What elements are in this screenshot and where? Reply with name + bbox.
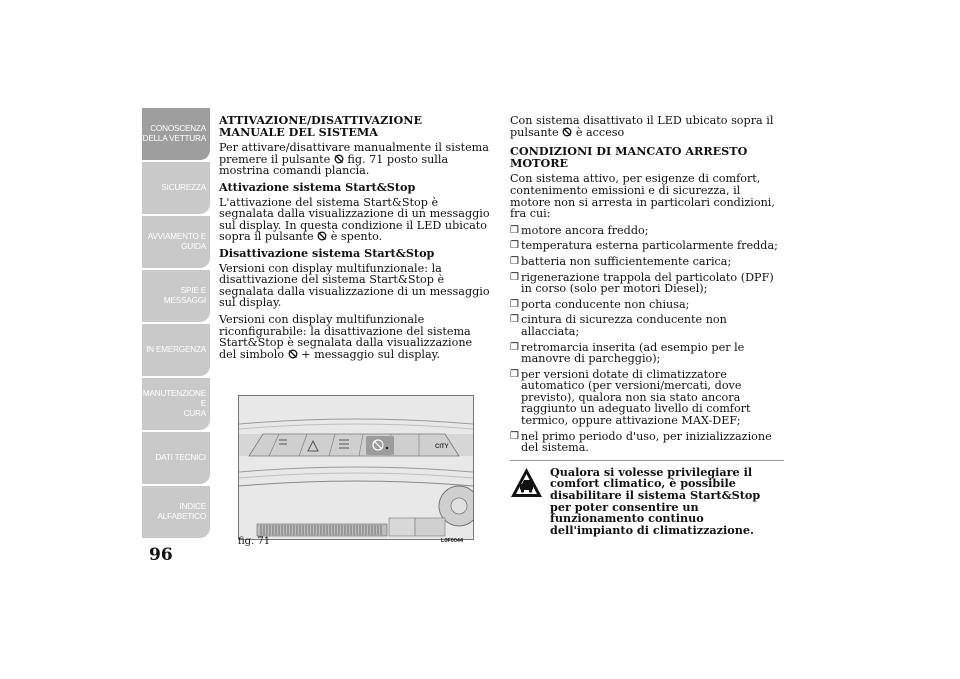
page-number: 96: [149, 545, 173, 565]
tab-spie[interactable]: [142, 270, 210, 322]
tab-label: SICUREZZA: [161, 183, 206, 192]
tab-indice[interactable]: [142, 486, 210, 538]
paragraph: [219, 314, 491, 360]
list-item: ❐ retromarcia inserita (ad esempio per le manovre di parcheggio);: [510, 342, 784, 365]
tab-label: SPIE E MESSAGGI: [163, 286, 206, 305]
start-stop-icon: [288, 349, 298, 359]
tab-sicurezza[interactable]: [142, 162, 210, 214]
list-item: ❐ cintura di sicurezza conducente non allacciata;: [510, 314, 784, 337]
list-item: ❐ porta conducente non chiusa;: [510, 299, 784, 311]
paragraph: Versioni con display multifunzionale: la disattivazione del sistema Start&Stop è segnalata dalla visualizzazione di un messaggio sul display.: [219, 261, 490, 310]
tab-conoscenza[interactable]: [142, 108, 210, 160]
text: è acceso: [575, 125, 625, 139]
text: + messaggio sul display.: [301, 347, 441, 361]
tab-label: AVVIAMENTO E GUIDA: [147, 232, 206, 251]
tab-avviamento[interactable]: [142, 216, 210, 268]
list-item: ❐ nel primo periodo d'uso, per inizializzazione del sistema.: [510, 431, 784, 454]
city-button-label: CITY: [435, 444, 449, 450]
list-item: ❐ per versioni dotate di climatizzatore automatico (per versioni/mercati, dove previsto), qualora non sia stato ancora raggiunto un adeguato livello di comfort termico, oppure attivazione MAX-DEF;: [510, 369, 784, 427]
dashboard-figure: [238, 395, 474, 540]
tab-label: DATI TECNICI: [155, 453, 206, 462]
tab-label: IN EMERGENZA: [146, 345, 206, 354]
start-stop-icon: [562, 127, 572, 137]
list-item: ❐ rigenerazione trappola del particolato (DPF) in corso (solo per motori Diesel);: [510, 272, 784, 295]
tab-dati-tecnici[interactable]: [142, 432, 210, 484]
paragraph: [219, 197, 491, 243]
text: fig. 71 posto sulla mostrina comandi plancia.: [219, 152, 449, 178]
control-panel-illustration: [239, 396, 473, 539]
paragraph: [219, 142, 491, 177]
condition-list: [510, 225, 784, 454]
figure-code: L0F0044: [441, 538, 464, 544]
list-item: ❐ batteria non sufficientemente carica;: [510, 256, 784, 268]
start-stop-icon: [334, 154, 344, 164]
list-item: ❐ motore ancora freddo;: [510, 225, 784, 237]
section-heading: ATTIVAZIONE/DISATTIVAZIONE MANUALE DEL SISTEMA: [219, 113, 422, 139]
tab-manutenzione[interactable]: [142, 378, 210, 430]
tab-label: CONOSCENZA DELLA VETTURA: [142, 124, 206, 143]
text: L'attivazione del sistema Start&Stop è segnalata dalla visualizzazione di un messaggio sul display. In questa condizione il LED ubicato sopra il pulsante: [219, 195, 490, 244]
chapter-tabs: [142, 108, 210, 540]
start-stop-icon: [317, 231, 327, 241]
tab-label: INDICE ALFABETICO: [157, 502, 206, 521]
paragraph: Con sistema attivo, per esigenze di comfort, contenimento emissioni e di sicurezza, il motore non si arresta in particolari condizioni, fra cui:: [510, 172, 775, 221]
section-heading: CONDIZIONI DI MANCATO ARRESTO MOTORE: [510, 144, 748, 170]
subheading: Attivazione sistema Start&Stop: [219, 179, 416, 194]
warning-triangle-icon: [510, 467, 543, 498]
text: è spento.: [330, 230, 383, 244]
tab-emergenza[interactable]: [142, 324, 210, 376]
text: Con sistema disattivato il LED ubicato sopra il pulsante: [510, 114, 774, 139]
text: Per attivare/disattivare manualmente il sistema premere il pulsante: [219, 141, 489, 166]
text: Versioni con display multifunzionale riconfigurabile: la disattivazione del sistema Start&Stop è segnalata dalla visualizzazione del simbolo: [219, 312, 473, 361]
left-column: [219, 115, 491, 365]
tab-label: MANUTENZIONE E CURA: [142, 389, 206, 418]
figure-caption: fig. 71: [238, 536, 271, 547]
note-text: Qualora si volesse privilegiare il comfort climatico, è possibile disabilitare il sistema Start&Stop per poter consentire un funzionamento continuo dell'impianto di climatizzazione.: [550, 464, 761, 537]
divider: [510, 460, 784, 461]
subheading: Disattivazione sistema Start&Stop: [219, 245, 435, 260]
list-item: ❐ temperatura esterna particolarmente fredda;: [510, 240, 784, 252]
paragraph: [510, 115, 784, 138]
right-column: [510, 115, 784, 536]
warning-note: [510, 464, 784, 537]
